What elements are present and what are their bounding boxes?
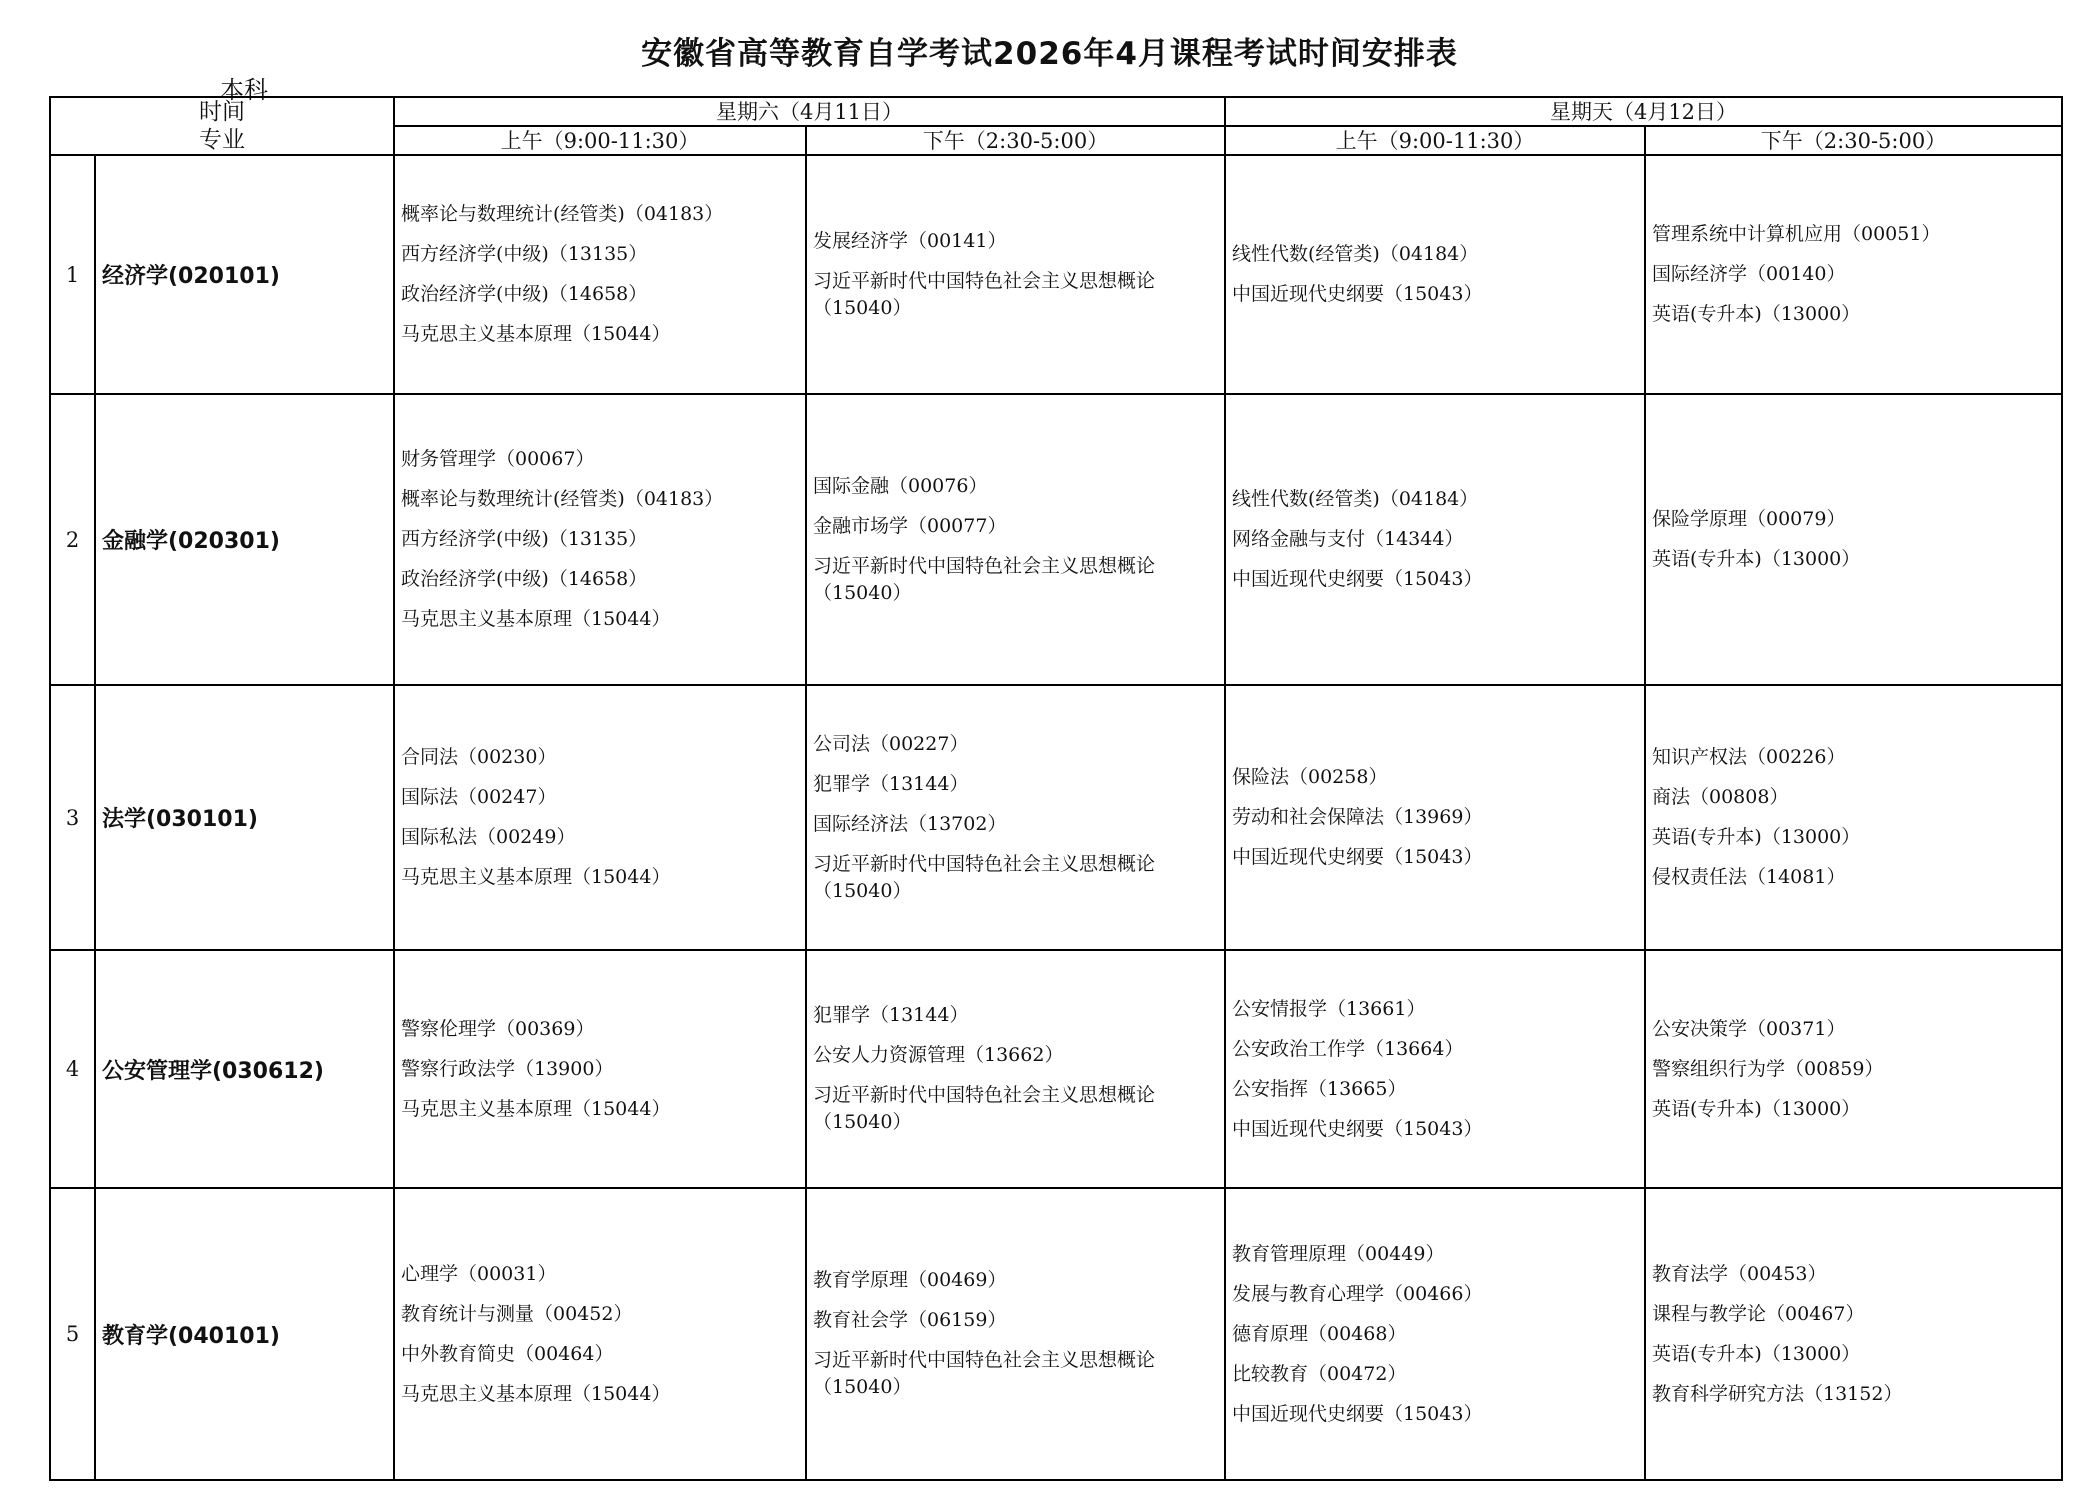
table-row	[50, 155, 2062, 394]
course-item: 国际金融（00076）	[813, 474, 988, 497]
course-item: 习近平新时代中国特色社会主义思想概论（15040）	[813, 1084, 1156, 1133]
course-item: 英语(专升本)（13000）	[1652, 548, 1861, 570]
course-item: 中国近现代史纲要（15043）	[1232, 1402, 1483, 1425]
course-item: 概率论与数理统计(经管类)（04183）	[401, 488, 724, 510]
header-slot-sat-am: 上午（9:00-11:30）	[394, 126, 806, 155]
schedule-cell-sat-pm	[806, 950, 1225, 1188]
schedule-cell-sun-pm	[1645, 394, 2062, 685]
row-number: 3	[50, 685, 95, 950]
course-item: 英语(专升本)（13000）	[1652, 1342, 1861, 1365]
course-item: 心理学（00031）	[401, 1262, 557, 1285]
course-item: 犯罪学（13144）	[813, 1004, 969, 1026]
schedule-cell-sun-am	[1225, 155, 1645, 394]
course-item: 国际经济法（13702）	[813, 812, 1007, 835]
header-slot-sat-pm: 下午（2:30-5:00）	[806, 126, 1225, 155]
course-item: 西方经济学(中级)（13135）	[401, 243, 648, 265]
course-item: 马克思主义基本原理（15044）	[401, 608, 671, 630]
course-item: 警察组织行为学（00859）	[1652, 1057, 1884, 1080]
course-item: 政治经济学(中级)（14658）	[401, 283, 648, 305]
course-item: 网络金融与支付（14344）	[1232, 528, 1464, 550]
schedule-cell-sun-pm	[1645, 950, 2062, 1188]
course-item: 比较教育（00472）	[1232, 1362, 1407, 1385]
course-item: 合同法（00230）	[401, 746, 557, 768]
course-item: 商法（00808）	[1652, 786, 1789, 808]
course-item: 犯罪学（13144）	[813, 772, 969, 795]
course-item: 警察伦理学（00369）	[401, 1017, 595, 1040]
course-item: 教育法学（00453）	[1652, 1262, 1827, 1285]
major-name: 教育学(040101)	[95, 1188, 394, 1480]
course-item: 公司法（00227）	[813, 732, 969, 755]
header-corner-major: 专业	[199, 127, 245, 153]
course-item: 习近平新时代中国特色社会主义思想概论（15040）	[813, 1349, 1156, 1398]
course-item: 政治经济学(中级)（14658）	[401, 568, 648, 590]
schedule-cell-sat-pm	[806, 685, 1225, 950]
course-item: 公安政治工作学（13664）	[1232, 1037, 1464, 1060]
course-item: 中国近现代史纲要（15043）	[1232, 846, 1483, 868]
course-item: 教育学原理（00469）	[813, 1269, 1007, 1291]
major-name: 法学(030101)	[95, 685, 394, 950]
course-item: 教育管理原理（00449）	[1232, 1242, 1445, 1265]
course-item: 习近平新时代中国特色社会主义思想概论（15040）	[813, 852, 1156, 902]
course-item: 中国近现代史纲要（15043）	[1232, 1117, 1483, 1140]
course-item: 国际私法（00249）	[401, 826, 576, 848]
table-row	[50, 1188, 2062, 1480]
course-item: 德育原理（00468）	[1232, 1322, 1407, 1345]
course-item: 教育科学研究方法（13152）	[1652, 1382, 1903, 1405]
course-item: 习近平新时代中国特色社会主义思想概论（15040）	[813, 269, 1156, 319]
course-item: 公安指挥（13665）	[1232, 1077, 1407, 1100]
course-item: 西方经济学(中级)（13135）	[401, 528, 648, 550]
header-day-saturday: 星期六（4月11日）	[394, 97, 1225, 126]
schedule-cell-sun-am	[1225, 394, 1645, 685]
course-item: 管理系统中计算机应用（00051）	[1652, 223, 1941, 245]
header-slot-sun-pm: 下午（2:30-5:00）	[1645, 126, 2062, 155]
course-item: 线性代数(经管类)（04184）	[1232, 243, 1479, 265]
schedule-cell-sat-pm	[806, 1188, 1225, 1480]
course-item: 马克思主义基本原理（15044）	[401, 1382, 671, 1405]
schedule-cell-sat-pm	[806, 155, 1225, 394]
header-corner-time: 时间	[199, 99, 245, 125]
course-item: 发展经济学（00141）	[813, 229, 1007, 252]
course-item: 概率论与数理统计(经管类)（04183）	[401, 203, 724, 225]
schedule-cell-sun-am	[1225, 1188, 1645, 1480]
row-number: 5	[50, 1188, 95, 1480]
header-day-sunday: 星期天（4月12日）	[1225, 97, 2062, 126]
course-item: 英语(专升本)（13000）	[1652, 826, 1861, 848]
schedule-cell-sat-pm	[806, 394, 1225, 685]
course-item: 教育社会学（06159）	[813, 1309, 1007, 1331]
course-item: 劳动和社会保障法（13969）	[1232, 806, 1483, 828]
course-item: 发展与教育心理学（00466）	[1232, 1282, 1483, 1305]
schedule-cell-sun-pm	[1645, 1188, 2062, 1480]
table-row	[50, 950, 2062, 1188]
course-item: 线性代数(经管类)（04184）	[1232, 488, 1479, 510]
exam-schedule-table	[49, 96, 2063, 1481]
schedule-cell-sun-pm	[1645, 155, 2062, 394]
schedule-cell-sat-am	[394, 1188, 806, 1480]
major-name: 公安管理学(030612)	[95, 950, 394, 1188]
schedule-cell-sat-am	[394, 950, 806, 1188]
schedule-cell-sun-am	[1225, 685, 1645, 950]
row-number: 1	[50, 155, 95, 394]
page-title: 安徽省高等教育自学考试2026年4月课程考试时间安排表	[641, 36, 1458, 72]
course-item: 知识产权法（00226）	[1652, 746, 1846, 768]
schedule-cell-sat-am	[394, 155, 806, 394]
row-number: 4	[50, 950, 95, 1188]
course-item: 教育统计与测量（00452）	[401, 1302, 633, 1325]
schedule-cell-sun-pm	[1645, 685, 2062, 950]
major-name: 金融学(020301)	[95, 394, 394, 685]
header-corner	[50, 97, 394, 155]
major-name: 经济学(020101)	[95, 155, 394, 394]
schedule-cell-sat-am	[394, 685, 806, 950]
course-item: 马克思主义基本原理（15044）	[401, 1097, 671, 1120]
table-row	[50, 685, 2062, 950]
header-row-days	[50, 97, 2062, 126]
row-number: 2	[50, 394, 95, 685]
course-item: 课程与教学论（00467）	[1652, 1302, 1865, 1325]
course-item: 国际法（00247）	[401, 786, 557, 808]
course-item: 马克思主义基本原理（15044）	[401, 323, 671, 345]
level-label: 本科	[220, 76, 268, 104]
course-item: 财务管理学（00067）	[401, 448, 595, 470]
course-item: 警察行政法学（13900）	[401, 1057, 614, 1080]
course-item: 习近平新时代中国特色社会主义思想概论（15040）	[813, 554, 1156, 604]
schedule-cell-sat-am	[394, 394, 806, 685]
header-slot-sun-am: 上午（9:00-11:30）	[1225, 126, 1645, 155]
course-item: 马克思主义基本原理（15044）	[401, 866, 671, 888]
course-item: 侵权责任法（14081）	[1652, 866, 1846, 888]
course-item: 保险学原理（00079）	[1652, 508, 1846, 530]
course-item: 公安情报学（13661）	[1232, 997, 1426, 1020]
course-item: 公安决策学（00371）	[1652, 1017, 1846, 1040]
course-item: 公安人力资源管理（13662）	[813, 1044, 1064, 1066]
course-item: 英语(专升本)（13000）	[1652, 303, 1861, 325]
schedule-cell-sun-am	[1225, 950, 1645, 1188]
course-item: 英语(专升本)（13000）	[1652, 1097, 1861, 1120]
course-item: 中国近现代史纲要（15043）	[1232, 568, 1483, 590]
course-item: 国际经济学（00140）	[1652, 263, 1846, 285]
course-item: 中国近现代史纲要（15043）	[1232, 283, 1483, 305]
table-row	[50, 394, 2062, 685]
course-item: 中外教育简史（00464）	[401, 1342, 614, 1365]
course-item: 保险法（00258）	[1232, 766, 1388, 788]
course-item: 金融市场学（00077）	[813, 514, 1007, 537]
